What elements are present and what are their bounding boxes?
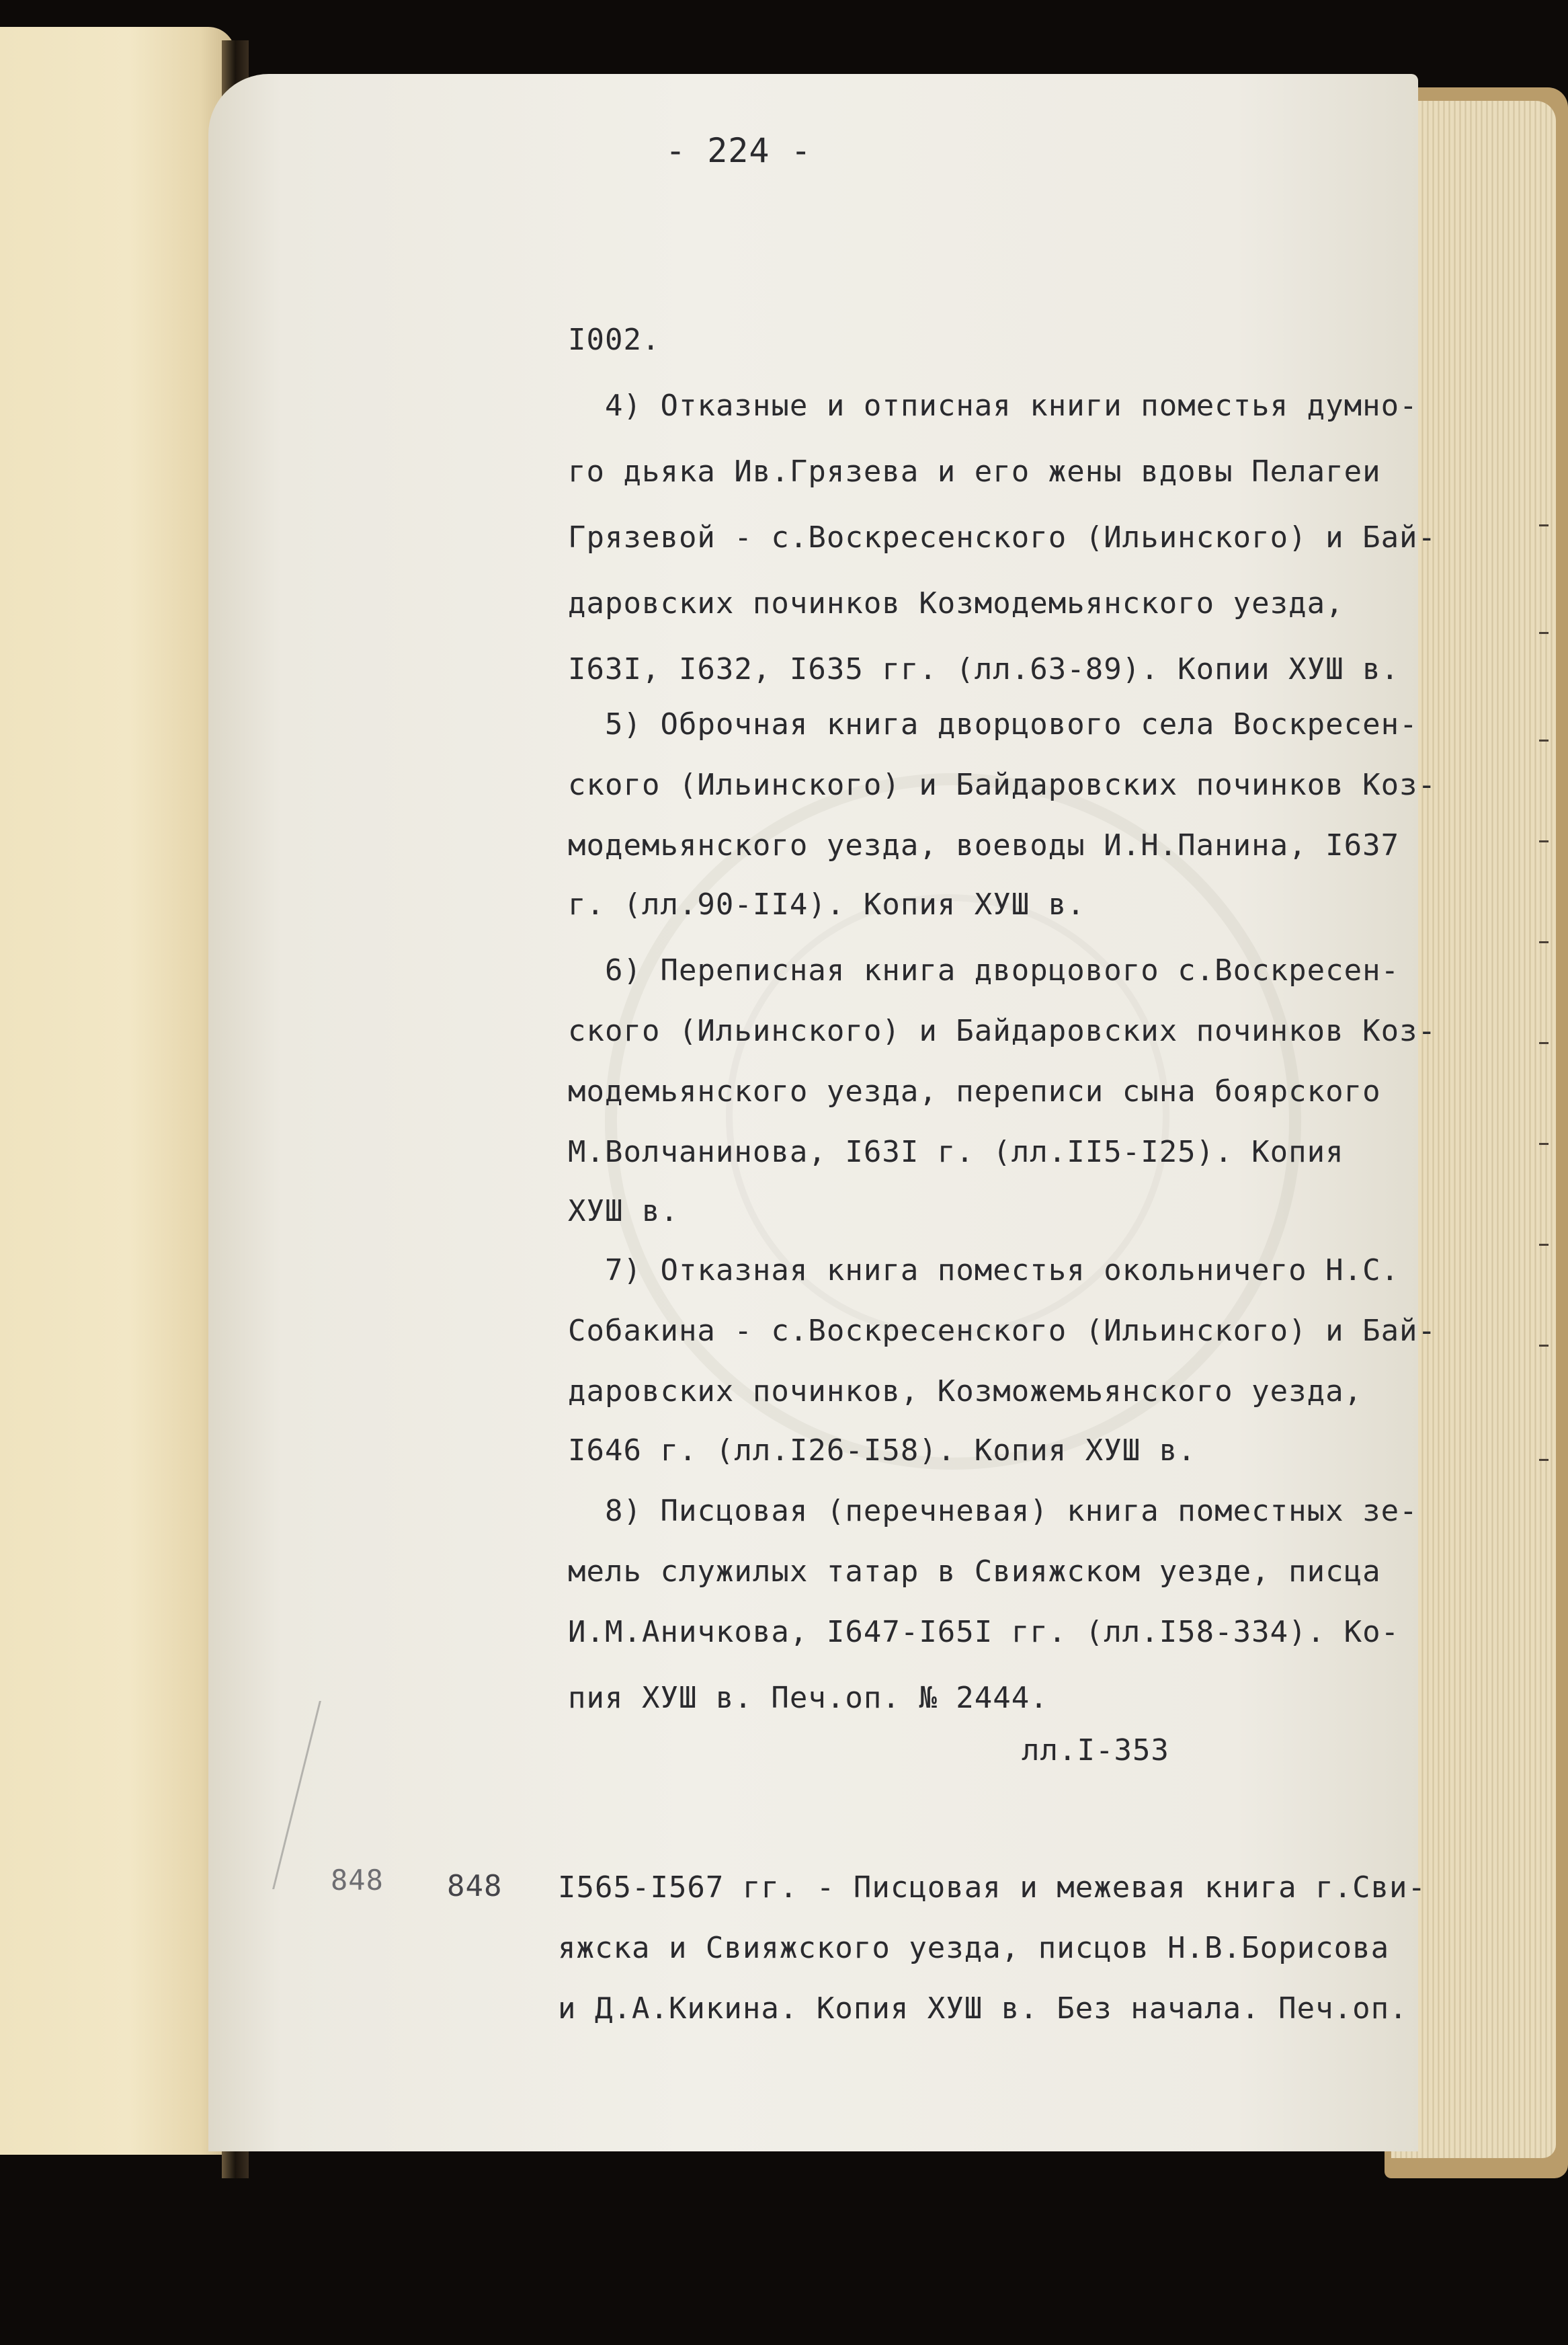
entry-line: даровских починков, Козможемьянского уезда, <box>568 1374 1363 1408</box>
entry-line: 5) Оброчная книга дворцового села Воскресен- <box>605 707 1418 742</box>
sheet-range: лл.I-353 <box>1022 1733 1169 1767</box>
edge-tick <box>1539 740 1549 742</box>
entry-line: ского (Ильинского) и Байдаровских починков Коз- <box>568 768 1437 802</box>
entry-line: модемьянского уезда, переписи сына боярского <box>568 1074 1381 1109</box>
entry-line: ХУШ в. <box>568 1194 679 1228</box>
record-line: и Д.А.Кикина. Копия ХУШ в. Без начала. Печ.оп. <box>558 1991 1408 2026</box>
entry-line: 8) Писцовая (перечневая) книга поместных зе- <box>605 1494 1418 1528</box>
edge-tick <box>1539 524 1549 526</box>
edge-tick <box>1539 632 1549 634</box>
entry-line: 4) Отказные и отписная книги поместья думно- <box>605 389 1418 423</box>
edge-tick <box>1539 941 1549 943</box>
edge-tick <box>1539 1244 1549 1246</box>
entry-line: Грязевой - с.Воскресенского (Ильинского) и Бай- <box>568 520 1437 555</box>
entry-line: г. (лл.90-II4). Копия ХУШ в. <box>568 887 1085 922</box>
entry-line: I646 г. (лл.I26-I58). Копия ХУШ в. <box>568 1433 1196 1468</box>
edge-tick <box>1539 1345 1549 1347</box>
entry-line: мель служилых татар в Свияжском уезде, писца <box>568 1554 1381 1589</box>
entry-line: ского (Ильинского) и Байдаровских починков Коз- <box>568 1014 1437 1048</box>
entry-line: М.Волчанинова, I63I г. (лл.II5-I25). Копия <box>568 1135 1344 1169</box>
entry-line: 6) Переписная книга дворцового с.Воскресен- <box>605 953 1400 988</box>
left-facing-page <box>0 27 235 2155</box>
entry-line: пия ХУШ в. Печ.оп. № 2444. <box>568 1681 1048 1715</box>
edge-tick <box>1539 1459 1549 1461</box>
edge-tick <box>1539 840 1549 842</box>
page-number: - 224 - <box>665 131 812 170</box>
edge-tick <box>1539 1143 1549 1145</box>
record-line: яжска и Свияжского уезда, писцов Н.В.Борисова <box>558 1931 1390 1965</box>
edge-tick <box>1539 1042 1549 1044</box>
pencil-record-number: 848 <box>331 1864 384 1897</box>
entry-line: даровских починков Козмодемьянского уезда, <box>568 586 1344 621</box>
entry-line: И.М.Аничкова, I647-I65I гг. (лл.I58-334). Ко- <box>568 1615 1400 1649</box>
entry-line: I002. <box>568 323 661 357</box>
entry-line: I63I, I632, I635 гг. (лл.63-89). Копии ХУШ в. <box>568 652 1400 686</box>
entry-line: 7) Отказная книга поместья окольничего Н.С. <box>605 1253 1400 1287</box>
entry-line: Собакина - с.Воскресенского (Ильинского) и Бай- <box>568 1314 1437 1348</box>
record-line: I565-I567 гг. - Писцовая и межевая книга г.Сви- <box>558 1870 1427 1905</box>
record-number: 848 <box>447 1869 503 1903</box>
entry-line: модемьянского уезда, воеводы И.Н.Панина, I637 <box>568 828 1400 863</box>
entry-line: го дьяка Ив.Грязева и его жены вдовы Пелагеи <box>568 454 1381 489</box>
